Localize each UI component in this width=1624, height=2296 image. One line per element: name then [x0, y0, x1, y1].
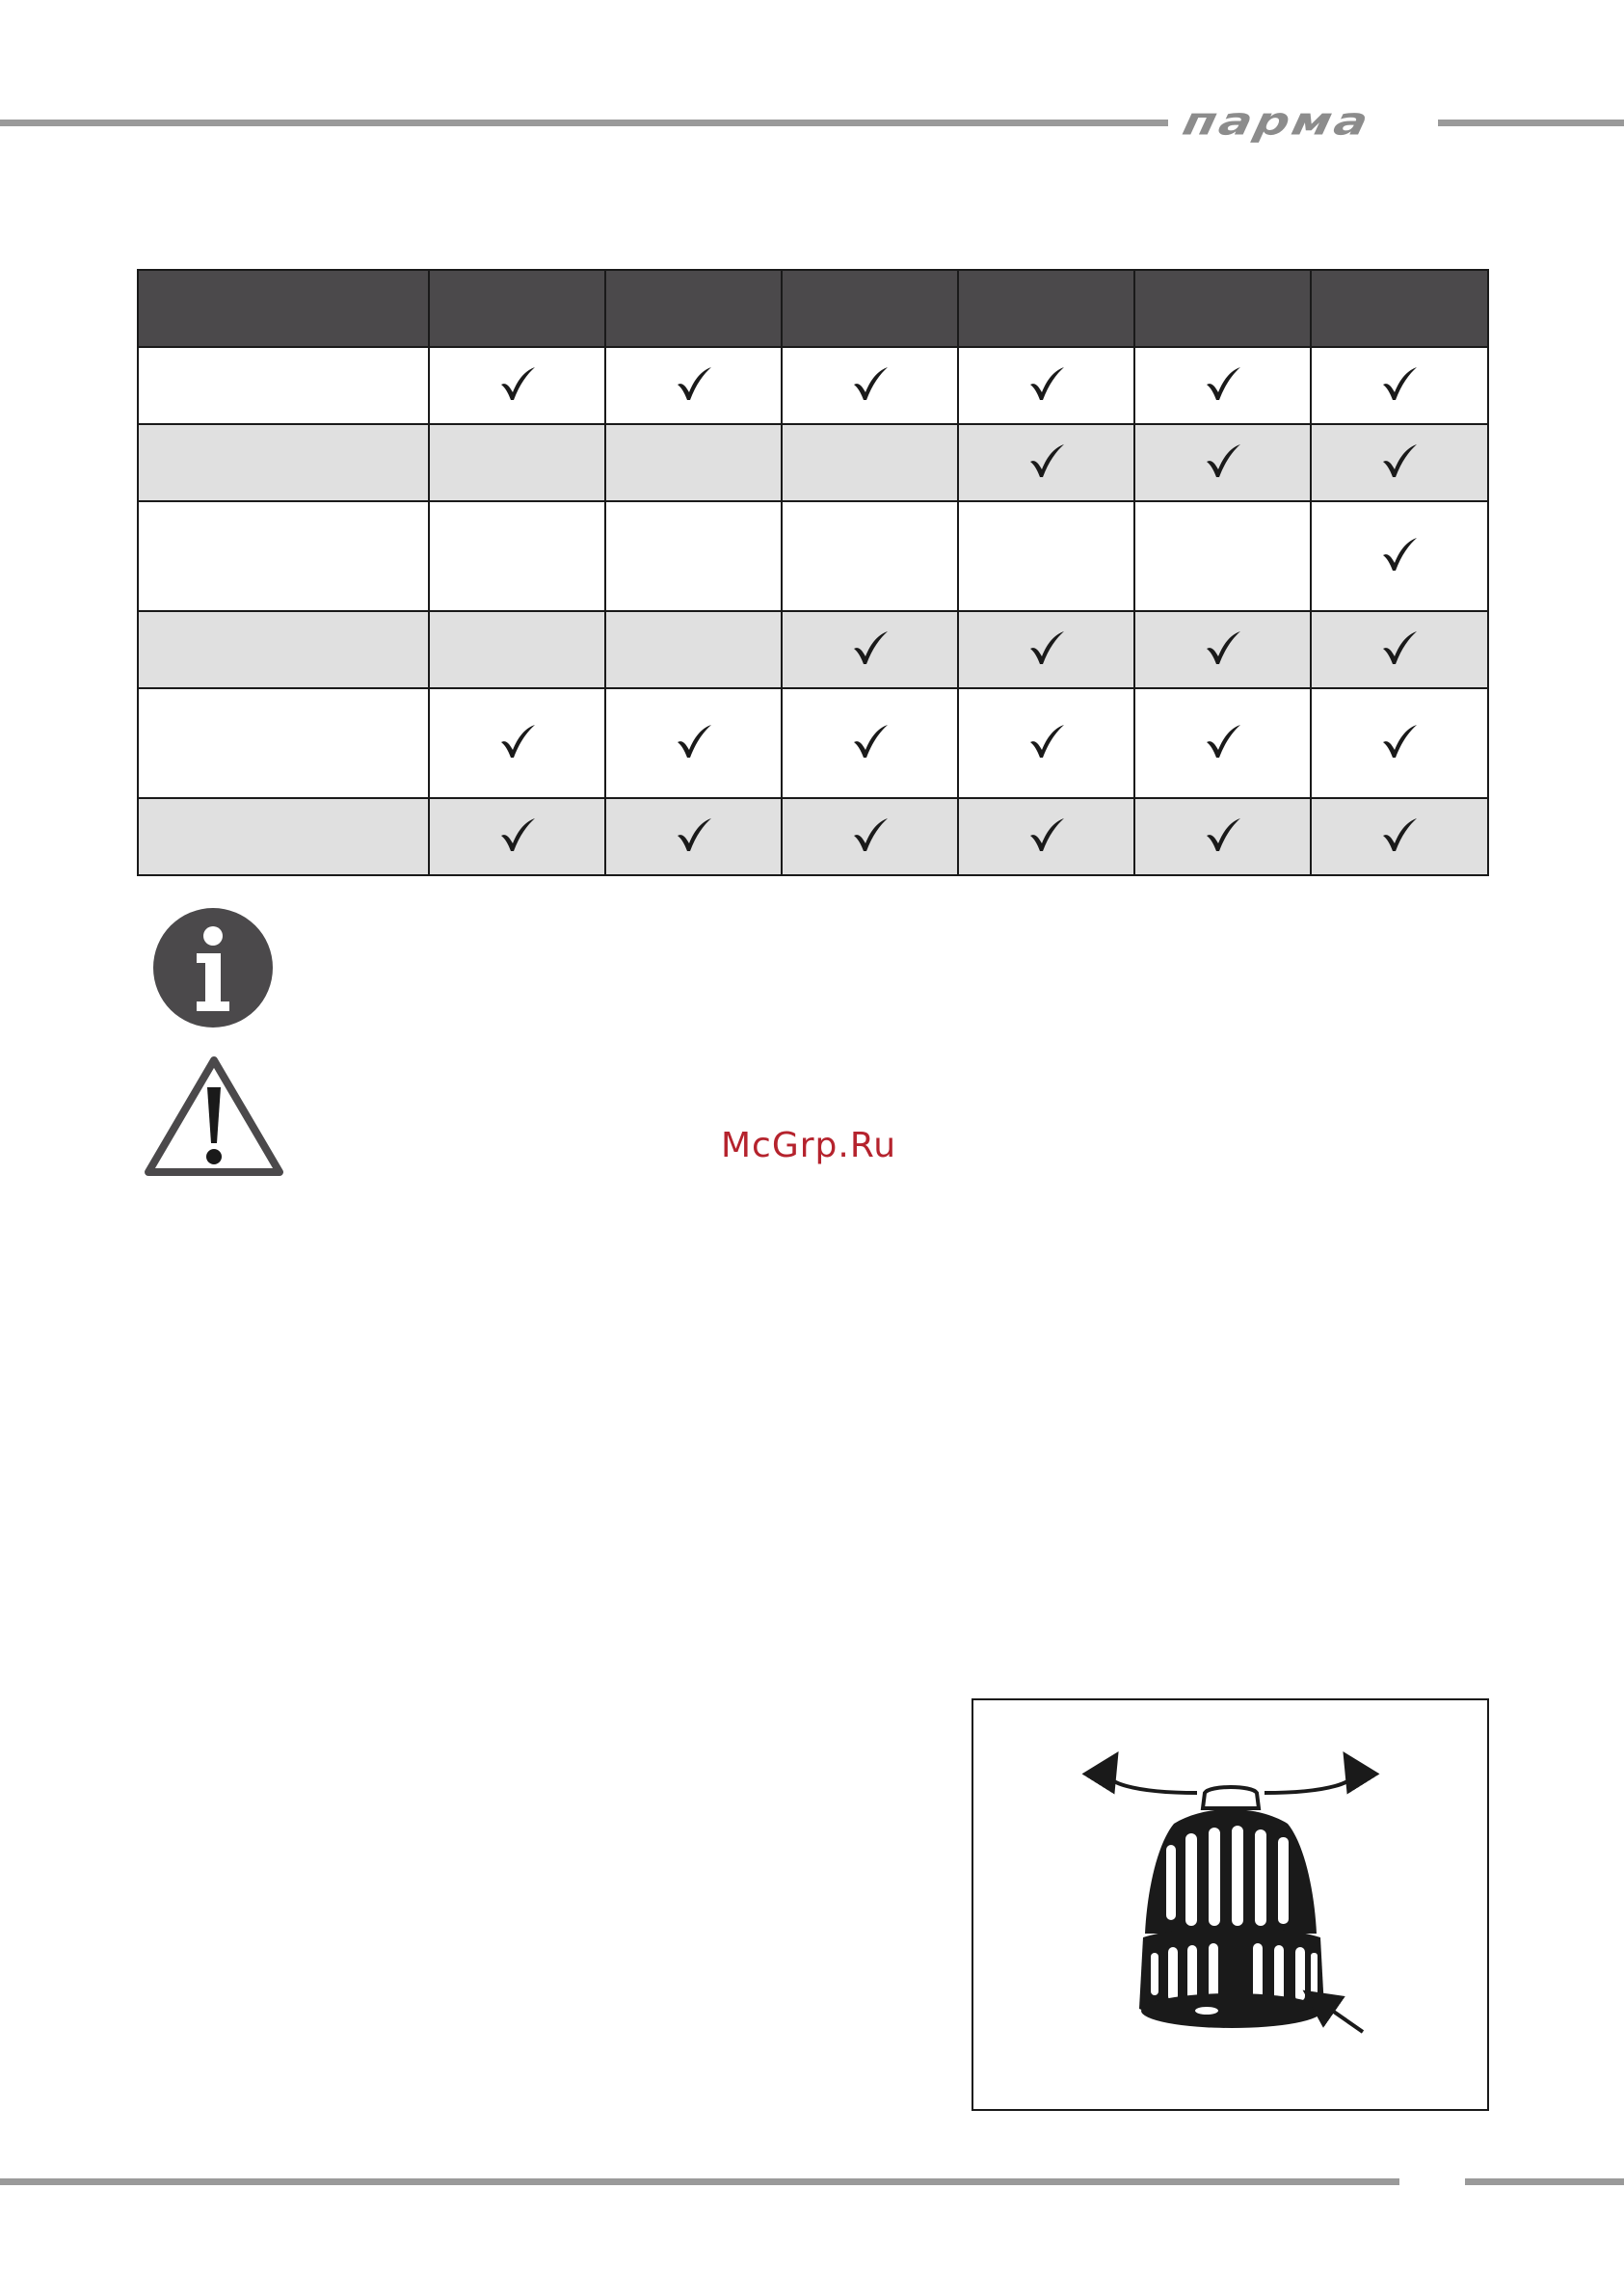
table-cell — [958, 424, 1134, 501]
table-header-cell — [1134, 270, 1311, 347]
table-cell — [1134, 688, 1311, 798]
table-cell — [782, 611, 958, 688]
checkmark-icon — [498, 815, 537, 854]
table-header-cell — [782, 270, 958, 347]
table-cell — [605, 347, 782, 424]
table-cell — [1311, 798, 1488, 875]
checkmark-icon — [1380, 364, 1419, 403]
checkmark-icon — [1027, 815, 1066, 854]
table-row-label — [138, 688, 429, 798]
checkmark-icon — [675, 815, 713, 854]
table-header-cell — [958, 270, 1134, 347]
table-cell — [958, 347, 1134, 424]
table-cell — [1134, 424, 1311, 501]
checkmark-icon — [1380, 535, 1419, 574]
checkmark-icon — [1027, 364, 1066, 403]
footer-rule-right — [1465, 2178, 1624, 2185]
checkmark-icon — [851, 364, 890, 403]
checkmark-icon — [1204, 441, 1242, 480]
table-row — [138, 424, 1488, 501]
checkmark-icon — [1204, 364, 1242, 403]
table-header-row — [138, 270, 1488, 347]
checkmark-icon — [675, 722, 713, 761]
table-cell — [958, 501, 1134, 611]
checkmark-icon — [1027, 628, 1066, 667]
table-row — [138, 688, 1488, 798]
table-cell — [1134, 611, 1311, 688]
checkmark-icon — [851, 628, 890, 667]
checkmark-icon — [851, 815, 890, 854]
features-table — [137, 269, 1489, 876]
table-cell — [958, 611, 1134, 688]
header-rule-left — [0, 120, 1168, 126]
table-cell — [605, 501, 782, 611]
checkmark-icon — [498, 722, 537, 761]
table-cell — [782, 424, 958, 501]
table-cell — [605, 424, 782, 501]
brand-logo: пapмa — [1179, 98, 1375, 145]
table-cell — [1311, 501, 1488, 611]
table-row-label — [138, 501, 429, 611]
table-cell — [782, 798, 958, 875]
checkmark-icon — [1380, 722, 1419, 761]
table-cell — [1311, 611, 1488, 688]
table-row-label — [138, 424, 429, 501]
table-cell — [782, 501, 958, 611]
table-row-label — [138, 347, 429, 424]
table-cell — [429, 611, 605, 688]
table-cell — [1311, 688, 1488, 798]
table-header-cell — [605, 270, 782, 347]
table-cell — [782, 688, 958, 798]
checkmark-icon — [1380, 628, 1419, 667]
table-row — [138, 611, 1488, 688]
header-rule-right — [1438, 120, 1624, 126]
table-cell — [429, 424, 605, 501]
checkmark-icon — [851, 722, 890, 761]
checkmark-icon — [1380, 815, 1419, 854]
checkmark-icon — [1027, 441, 1066, 480]
table-cell — [1311, 424, 1488, 501]
table-cell — [1134, 798, 1311, 875]
table-cell — [429, 347, 605, 424]
table-row-label — [138, 798, 429, 875]
table-cell — [429, 688, 605, 798]
table-cell — [605, 611, 782, 688]
checkmark-icon — [1204, 815, 1242, 854]
table-cell — [429, 798, 605, 875]
table-cell — [958, 688, 1134, 798]
checkmark-icon — [675, 364, 713, 403]
table-row — [138, 798, 1488, 875]
table-cell — [1311, 347, 1488, 424]
table-header-cell — [138, 270, 429, 347]
table-row-label — [138, 611, 429, 688]
knob-icon — [973, 1700, 1487, 2109]
checkmark-icon — [1204, 722, 1242, 761]
table-cell — [958, 798, 1134, 875]
table-cell — [429, 501, 605, 611]
watermark: McGrp.Ru — [721, 1126, 897, 1165]
table-header-cell — [429, 270, 605, 347]
table-cell — [605, 688, 782, 798]
warning-icon — [145, 1055, 283, 1178]
checkmark-icon — [1027, 722, 1066, 761]
table-cell — [1134, 501, 1311, 611]
table-cell — [605, 798, 782, 875]
table-cell — [782, 347, 958, 424]
checkmark-icon — [1380, 441, 1419, 480]
info-icon — [152, 907, 274, 1028]
checkmark-icon — [1204, 628, 1242, 667]
checkmark-icon — [498, 364, 537, 403]
table-cell — [1134, 347, 1311, 424]
footer-rule-left — [0, 2178, 1399, 2185]
table-header-cell — [1311, 270, 1488, 347]
table-row — [138, 501, 1488, 611]
table-row — [138, 347, 1488, 424]
figure-frame — [972, 1698, 1489, 2111]
